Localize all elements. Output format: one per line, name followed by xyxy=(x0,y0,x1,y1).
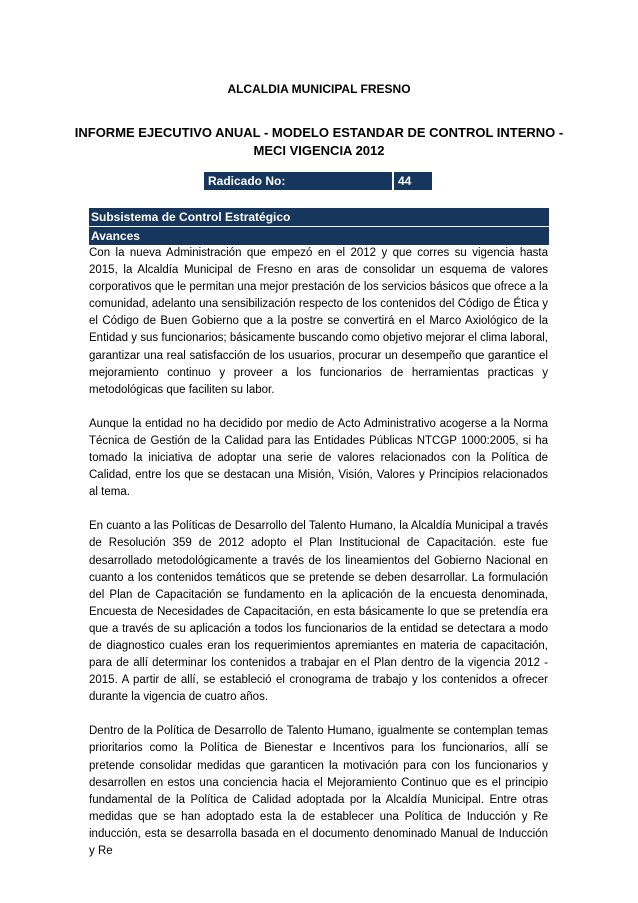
subsystem-header: Subsistema de Control Estratégico xyxy=(89,208,549,226)
avances-header: Avances xyxy=(89,227,549,245)
radicado-label: Radicado No: xyxy=(204,172,392,190)
paragraph-4: Dentro de la Política de Desarrollo de Talento Humano, igualmente se contemplan temas prioritarios como la Política de Bienestar e Incentivos para los funcionarios, allí se pretende consolidar medidas que garanticen la motivación para con los funcionarios y desarrollen en estos una conciencia hacia el Mejoramiento Continuo que es el principio fundamental de la Política de Calidad adoptada por la Alcaldía Municipal. Entre otras medidas que se han adoptado esta la de establecer una Política de Inducción y Re inducción, esta se desarrolla basada en el documento denominado Manual de Inducción y Re xyxy=(89,725,548,857)
report-body xyxy=(89,245,548,860)
paragraph-2: Aunque la entidad no ha decidido por medio de Acto Administrativo acogerse a la Norma Técnica de Gestión de la Calidad para las Entidades Públicas NTCGP 1000:2005, si ha tomado la iniciativa de adoptar una serie de valores relacionados con la Política de Calidad, entre los que se destacan una Misión, Visión, Valores y Principios relacionados al tema. xyxy=(89,417,548,499)
radicado-box xyxy=(204,172,432,190)
radicado-value: 44 xyxy=(394,172,432,190)
page-title: ALCALDIA MUNICIPAL FRESNO xyxy=(227,82,411,96)
paragraph-3: En cuanto a las Políticas de Desarrollo del Talento Humano, la Alcaldía Municipal a través de Resolución 359 de 2012 adopto el Plan Institucional de Capacitación. este fue desarrollado metodológicamente a través de los lineamientos del Gobierno Nacional en cuanto a los contenidos temáticos que se pretende se deben desarrollar. La formulación del Plan de Capacitación se fundamento en la aplicación de la encuesta denominada, Encuesta de Necesidades de Capacitación, en esta básicamente lo que se pretendía era que a través de su aplicación a todos los funcionarios de la entidad se detectara a modo de diagnostico cuales eran los requerimientos apremiantes en materia de capacitación, para de allí determinar los contenidos a trabajar en el Plan dentro de la vigencia 2012 - 2015. A partir de allí, se estableció el cronograma de trabajo y los contenidos a ofrecer durante la vigencia de cuatro años. xyxy=(89,520,548,704)
paragraph-1: Con la nueva Administración que empezó en el 2012 y que corres su vigencia hasta 2015, la Alcaldía Municipal de Fresno en aras de consolidar un esquema de valores corporativos que le permitan una mejor prestación de los servicios básicos que ofrece a la comunidad, adelanto una sensibilización respecto de los contenidos del Código de Ética y el Código de Buen Gobierno que a la postre se convertirá en el Marco Axiológico de la Entidad y sus funcionarios; básicamente buscando como objetivo mejorar el clima laboral, garantizar una real satisfacción de los usuarios, procurar un desempeño que garantice el mejoramiento continuo y proveer a los funcionarios de herramientas practicas y metodológicas que faciliten su labor. xyxy=(89,247,548,396)
report-title: INFORME EJECUTIVO ANUAL - MODELO ESTANDAR DE CONTROL INTERNO - MECI VIGENCIA 2012 xyxy=(74,125,564,158)
